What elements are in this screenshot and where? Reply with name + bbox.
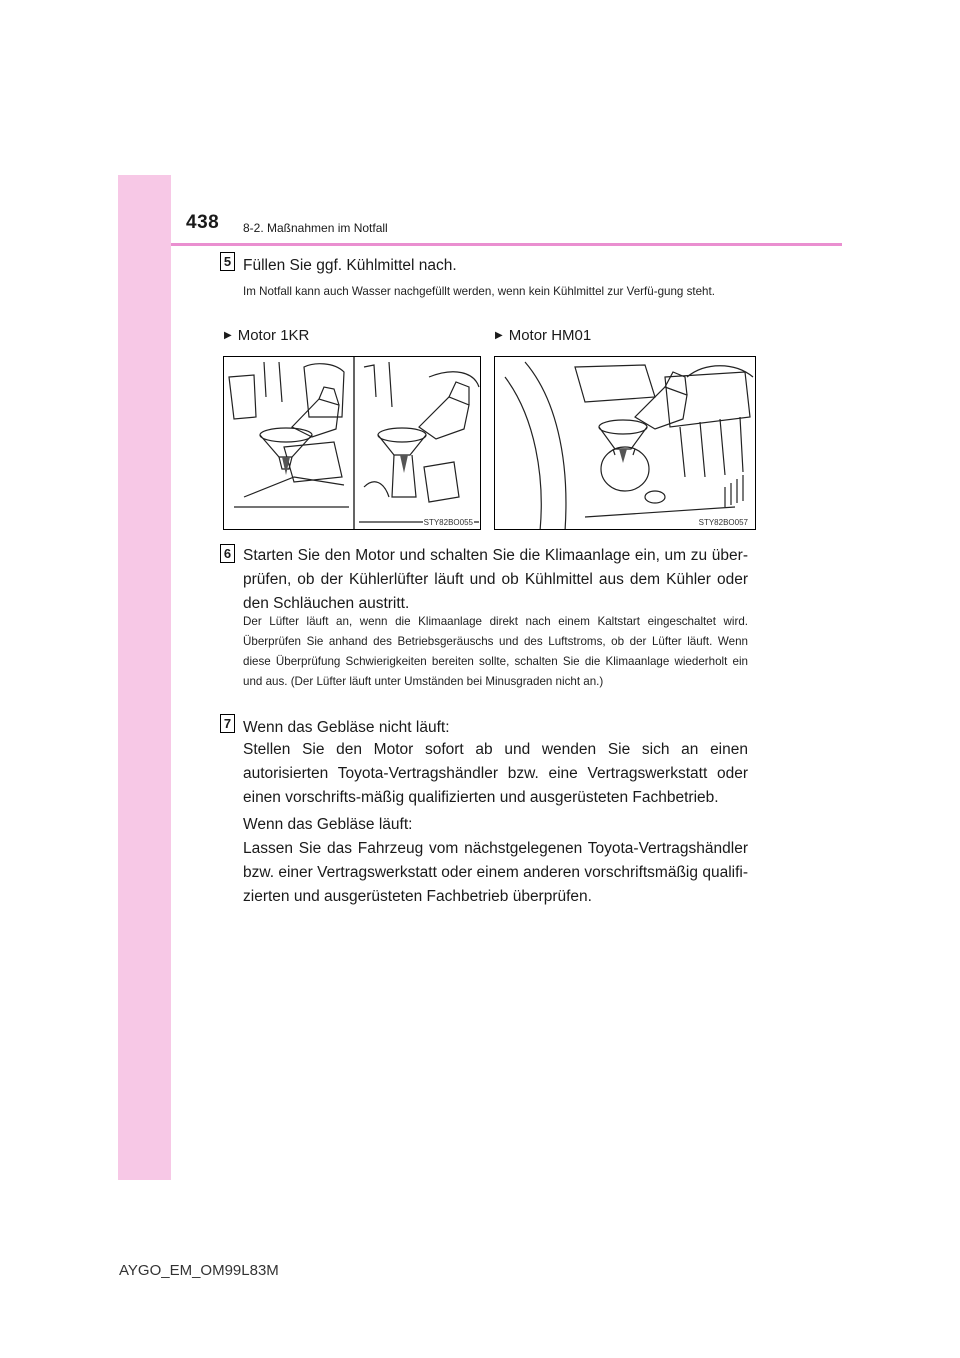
figure-code-hm01: STY82BO057	[698, 518, 748, 527]
step-7-action-not-running: Stellen Sie den Motor sofort ab und wenden Sie sich an einen autorisierten Toyota-Vertragshändler bzw. eine Vertragswerkstatt oder einen vorschrifts-mäßig qualifizierten und ausgerüsteten Fachbetrieb.	[243, 741, 748, 806]
header-rule	[171, 243, 842, 246]
engine-hm01-illustration	[495, 357, 756, 530]
step-7-action-running: Lassen Sie das Fahrzeug vom nächstgelegenen Toyota-Vertragshändler bzw. einer Vertragswerkstatt oder einem anderen vorschriftsmäßig qualifi-zierten und ausgerüsteten Fachbetrieb überprüfen.	[243, 840, 748, 905]
step-7-condition-running: Wenn das Gebläse läuft:	[243, 816, 413, 833]
figure-caption-1kr-label: Motor 1KR	[237, 327, 310, 344]
section-title: 8-2. Maßnahmen im Notfall	[243, 221, 388, 235]
figure-caption-1kr	[224, 327, 309, 344]
triangle-bullet-icon: ▶	[495, 330, 503, 341]
step-5-text: Füllen Sie ggf. Kühlmittel nach.	[243, 257, 457, 274]
triangle-bullet-icon: ▶	[224, 330, 232, 341]
figure-caption-hm01	[495, 327, 591, 344]
figure-caption-hm01-label: Motor HM01	[508, 327, 592, 344]
footer-document-code: AYGO_EM_OM99L83M	[119, 1262, 279, 1279]
figure-code-1kr: STY82BO055	[423, 518, 473, 527]
figure-engine-hm01	[494, 356, 756, 530]
step-number-5: 5	[220, 252, 235, 271]
page-number: 438	[186, 212, 220, 233]
step-5-note: Im Notfall kann auch Wasser nachgefüllt werden, wenn kein Kühlmittel zur Verfü-gung steht.	[243, 285, 715, 298]
engine-1kr-illustration	[224, 357, 481, 530]
step-number-6: 6	[220, 544, 235, 563]
figure-engine-1kr	[223, 356, 481, 530]
sidebar-tab	[118, 175, 171, 1180]
step-number-7: 7	[220, 714, 235, 733]
step-6-note: Der Lüfter läuft an, wenn die Klimaanlage direkt nach einem Kaltstart eingeschaltet wird. Überprüfen Sie anhand des Betriebsgeräuschs und des Luftstroms, ob der Lüfter läuft. Wenn diese Überprüfung Schwierigkeiten bereiten sollte, schalten Sie die Klimaanlage wiederholt ein und aus. (Der Lüfter läuft unter Umständen bei Minusgraden nicht an.)	[243, 615, 748, 688]
step-7-condition-not-running: Wenn das Gebläse nicht läuft:	[243, 719, 450, 736]
step-6-text: Starten Sie den Motor und schalten Sie die Klimaanlage ein, um zu über-prüfen, ob der Kühlerlüfter läuft und ob Kühlmittel aus dem Kühler oder den Schläuchen austritt.	[243, 547, 748, 612]
